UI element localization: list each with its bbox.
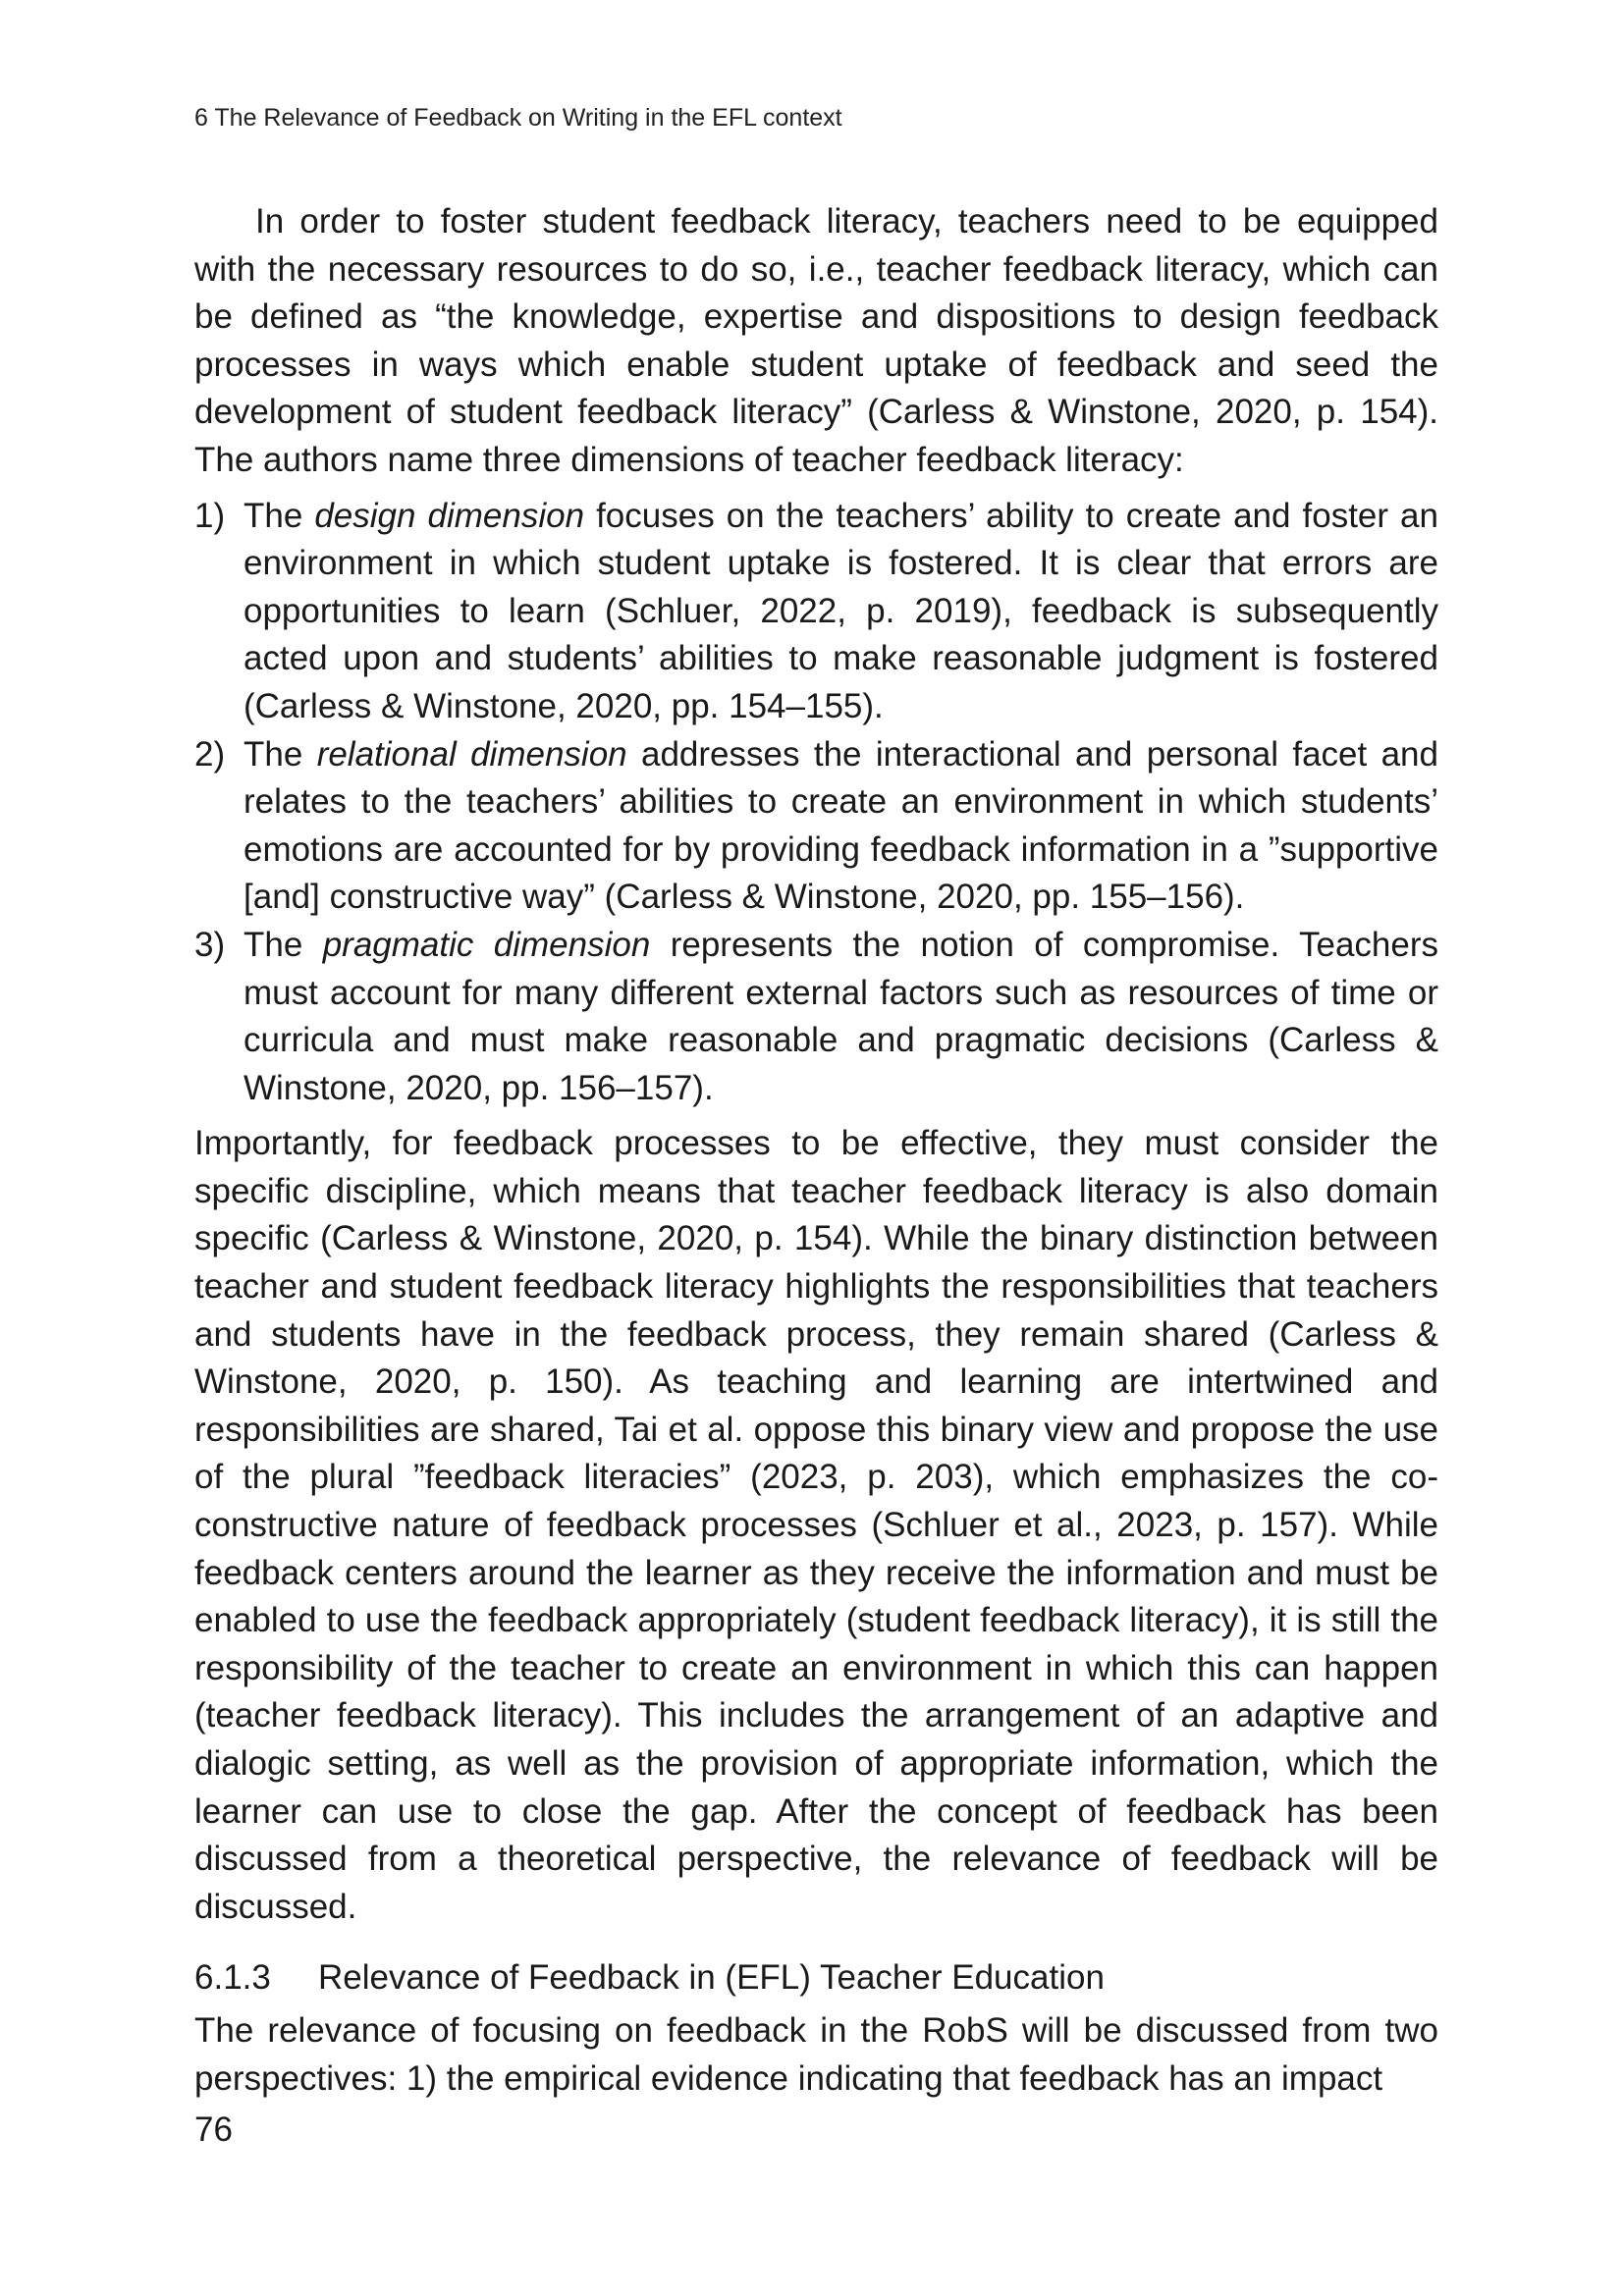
section-heading bbox=[194, 1954, 1438, 2002]
list-item-pragmatic-dimension bbox=[194, 922, 1438, 1112]
main-paragraph: Importantly, for feedback processes to be effective, they must consider the specific discipline, which means that teacher feedback literacy is also domain specific (Carless & Winstone, 2020, p. 154). While the binary distinction between teacher and student feedback literacy highlights the responsibilities that teachers and students have in the feedback process, they remain shared (Carless & Winstone, 2020, p. 150). As teaching and learning are intertwined and responsibilities are shared, Tai et al. oppose this binary view and propose the use of the plural ”feedback literacies” (2023, p. 203), which emphasizes the co-constructive nature of feedback processes (Schluer et al., 2023, p. 157). While feedback centers around the learner as they receive the information and must be enabled to use the feedback appropriately (student feedback literacy), it is still the responsibility of the teacher to create an environment in which this can happen (teacher feedback literacy). This includes the arrangement of an adaptive and dialogic setting, as well as the provision of appropriate information, which the learner can use to close the gap. After the concept of feedback has been discussed from a theoretical perspective, the relevance of feedback will be discussed. bbox=[194, 1124, 1438, 1926]
list-item-lead: The bbox=[243, 496, 315, 535]
body-text bbox=[194, 198, 1438, 2104]
list-item-number: 1) bbox=[194, 496, 226, 535]
section-paragraph: The relevance of focusing on feedback in the RobS will be discussed from two perspectives: 1) the empirical evidence indicating that feedback has an impact bbox=[194, 2011, 1438, 2098]
running-header: 6 The Relevance of Feedback on Writing in the EFL context bbox=[194, 104, 842, 132]
page-number: 76 bbox=[194, 2110, 233, 2149]
list-item-term: pragmatic dimension bbox=[322, 925, 651, 964]
list-item-term: design dimension bbox=[314, 496, 585, 535]
list-item-design-dimension bbox=[194, 493, 1438, 731]
list-item-term: relational dimension bbox=[316, 734, 627, 774]
list-item-text: addresses the interactional and personal facet and relates to the teachers’ abilities to create an environment in which students’ emotions are accounted for by providing feedback information in a ”supportive [and] constructive way” (Carless & Winstone, 2020, pp. 155–156). bbox=[243, 734, 1438, 917]
list-item-text: focuses on the teachers’ ability to create and foster an environment in which student uptake is fostered. It is clear that errors are opportunities to learn (Schluer, 2022, p. 2019), feedback is subsequently acted upon and students’ abilities to make reasonable judgment is fostered (Carless & Winstone, 2020, pp. 154–155). bbox=[243, 496, 1438, 725]
section-number: 6.1.3 bbox=[194, 1958, 271, 1998]
list-item-number: 3) bbox=[194, 925, 226, 964]
list-item-number: 2) bbox=[194, 734, 226, 774]
section-title: Relevance of Feedback in (EFL) Teacher Education bbox=[318, 1958, 1105, 1998]
list-item-lead: The bbox=[243, 734, 317, 774]
list-item-lead: The bbox=[243, 925, 323, 964]
dimensions-list bbox=[194, 493, 1438, 1113]
list-item-text: represents the notion of compromise. Teachers must account for many different external factors such as resources of time or curricula and must make reasonable and pragmatic decisions (Carless & Winstone, 2020, pp. 156–157). bbox=[243, 925, 1438, 1107]
intro-paragraph: In order to foster student feedback literacy, teachers need to be equipped with the necessary resources to do so, i.e., teacher feedback literacy, which can be defined as “the knowledge, expertise and dispositions to design feedback processes in ways which enable student uptake of feedback and seed the development of student feedback literacy” (Carless & Winstone, 2020, p. 154). The authors name three dimensions of teacher feedback literacy: bbox=[194, 202, 1438, 479]
list-item-relational-dimension bbox=[194, 731, 1438, 922]
